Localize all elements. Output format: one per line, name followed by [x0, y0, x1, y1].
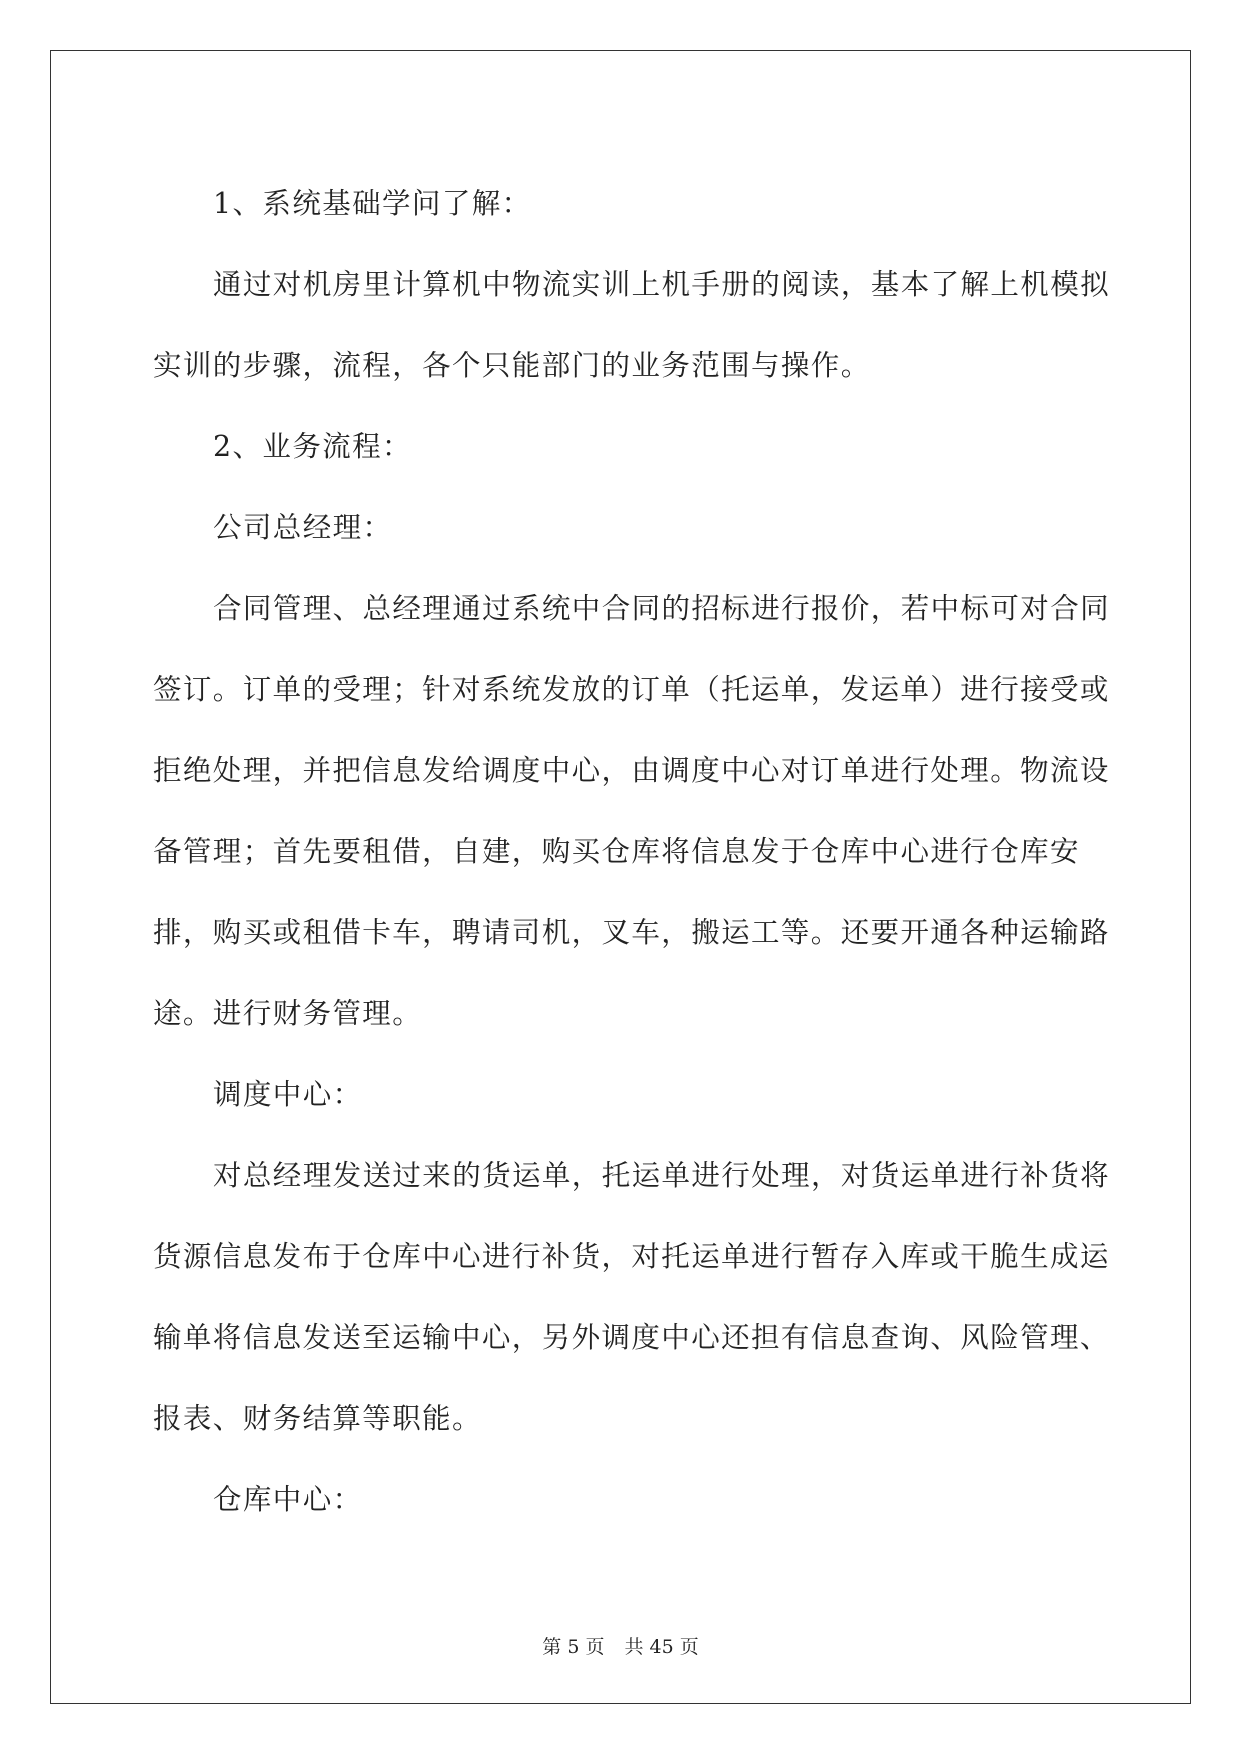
- page-number: 第 5 页: [542, 1636, 605, 1658]
- paragraph-dispatch-center: 对总经理发送过来的货运单，托运单进行处理，对货运单进行补货将货源信息发布于仓库中心进行补货，对托运单进行暂存入库或干脆生成运输单将信息发送至运输中心，另外调度中心还担有信息查询、风险管理、报表、财务结算等职能。: [153, 1159, 1111, 1435]
- paragraph-manual-reading: 通过对机房里计算机中物流实训上机手册的阅读，基本了解上机模拟实训的步骤，流程，各个只能部门的业务范围与操作。: [153, 268, 1111, 382]
- page-total: 共 45 页: [624, 1636, 699, 1658]
- section-heading-business-process: 2、业务流程：: [213, 430, 412, 463]
- subheading-warehouse-center: 仓库中心：: [213, 1483, 363, 1516]
- paragraph-general-manager: 合同管理、总经理通过系统中合同的招标进行报价，若中标可对合同签订。订单的受理；针对系统发放的订单（托运单，发运单）进行接受或拒绝处理，并把信息发给调度中心，由调度中心对订单进行处理。物流设备管理；首先要租借，自建，购买仓库将信息发于仓库中心进行仓库安排，购买或租借卡车，聘请司机，叉车，搬运工等。还要开通各种运输路途。进行财务管理。: [153, 592, 1111, 1030]
- document-body: [153, 163, 1133, 1540]
- subheading-dispatch-center: 调度中心：: [213, 1078, 363, 1111]
- subheading-general-manager: 公司总经理：: [213, 511, 393, 544]
- section-heading-system-basics: 1、系统基础学问了解：: [213, 187, 532, 220]
- page-footer: [0, 1632, 1241, 1659]
